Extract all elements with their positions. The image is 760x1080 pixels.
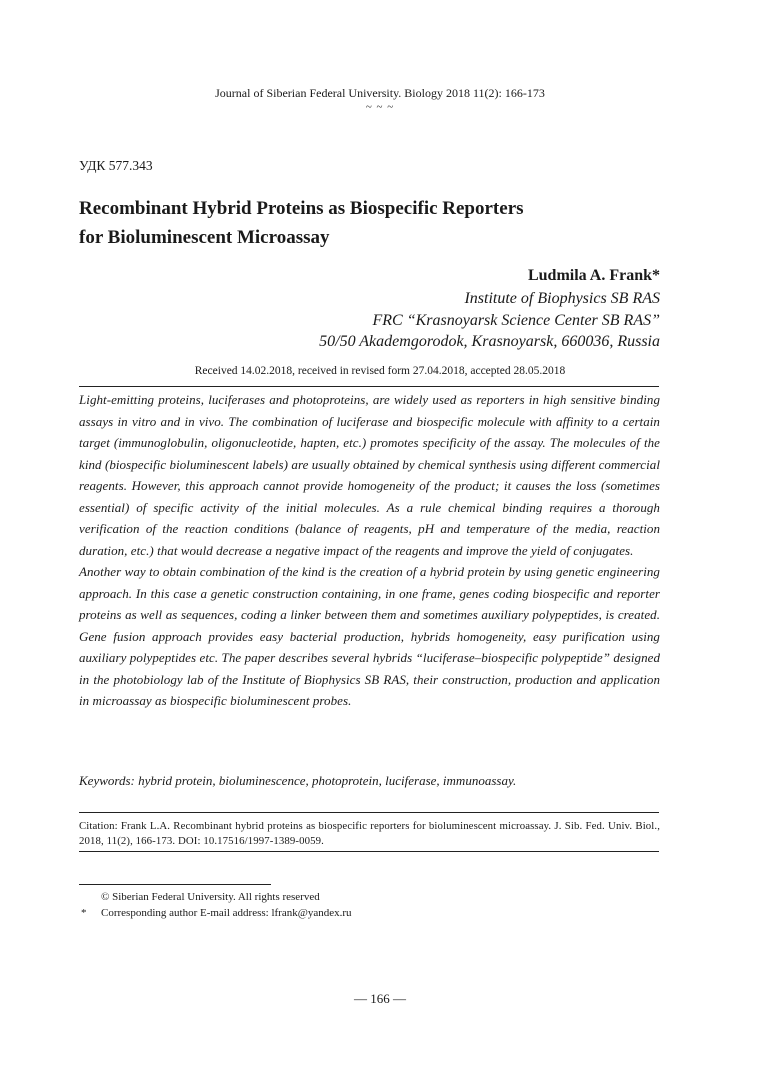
journal-header: Journal of Siberian Federal University. Biology 2018 11(2): 166-173 <box>215 86 545 100</box>
citation: Citation: Frank L.A. Recombinant hybrid proteins as biospecific reporters for bioluminescent microassay. J. Sib. Fed. Univ. Biol., 2018, 11(2), 166-173. DOI: 10.17516/1997-1389-0059. <box>79 820 660 847</box>
copyright-footnote: © Siberian Federal University. All rights reserved <box>101 891 320 903</box>
citation-bottom-rule <box>79 851 659 852</box>
author-name: Ludmila A. Frank* <box>527 267 660 284</box>
affiliation-institute: Institute of Biophysics SB RAS <box>464 290 660 307</box>
affiliation-frc: FRC “Krasnoyarsk Science Center SB RAS” <box>372 311 660 329</box>
citation-top-rule <box>79 812 659 813</box>
author-block <box>319 264 660 353</box>
keywords: Keywords: hybrid protein, bioluminescence, photoprotein, luciferase, immunoassay. <box>79 773 517 788</box>
abstract-paragraph-2: Another way to obtain combination of the kind is the creation of a hybrid protein by using genetic engineering approach. In this case a genetic construction containing, in one frame, genes coding biospecific and reporter proteins as well as sequences, coding a linker between them and sometimes auxiliary polypeptides, is created. Gene fusion approach provides easy bacterial production, hybrids homogeneity, easy purification using auxiliary polypeptides etc. The paper describes several hybrids “luciferase–biospecific polypeptide” designed in the photobiology lab of the Institute of Biophysics SB RAS, their construction, production and application in microassay as biospecific bioluminescent probes. <box>79 564 660 708</box>
title-line-2: for Bioluminescent Microassay <box>79 227 330 248</box>
title-line-1: Recombinant Hybrid Proteins as Biospecific Reporters <box>79 198 524 219</box>
affiliation-address: 50/50 Akademgorodok, Krasnoyarsk, 660036, Russia <box>319 333 660 350</box>
article-title <box>79 194 679 252</box>
footnote-asterisk: * <box>81 907 87 919</box>
abstract <box>79 389 660 712</box>
corresponding-author-footnote: Corresponding author E-mail address: lfrank@yandex.ru <box>101 907 352 919</box>
received-dates: Received 14.02.2018, received in revised form 27.04.2018, accepted 28.05.2018 <box>194 365 566 377</box>
header-ornament: ~ ~ ~ <box>365 101 395 113</box>
abstract-top-rule <box>79 386 659 387</box>
abstract-paragraph-1: Light-emitting proteins, luciferases and photoproteins, are widely used as reporters in high sensitive binding assays in vitro and in vivo. The combination of luciferase and biospecific molecule with affinity to a certain target (immunoglobulin, oligonucleotide, hapten, etc.) promotes specificity of the assay. The molecules of the kind (biospecific bioluminescent labels) are usually obtained by chemical synthesis using different commercial reagents. However, this approach cannot provide homogeneity of the product; it causes the loss (sometimes essential) of specific activity of the initial molecules. As a rule chemical binding requires a thorough verification of the reaction conditions (balance of reagents, pH and temperature of the media, reaction duration, etc.) that would decrease a negative impact of the reagents and improve the yield of conjugates. <box>79 392 660 558</box>
page-number: — 166 — <box>354 991 406 1006</box>
udc-code: УДК 577.343 <box>79 158 153 173</box>
footnote-rule <box>79 884 271 885</box>
